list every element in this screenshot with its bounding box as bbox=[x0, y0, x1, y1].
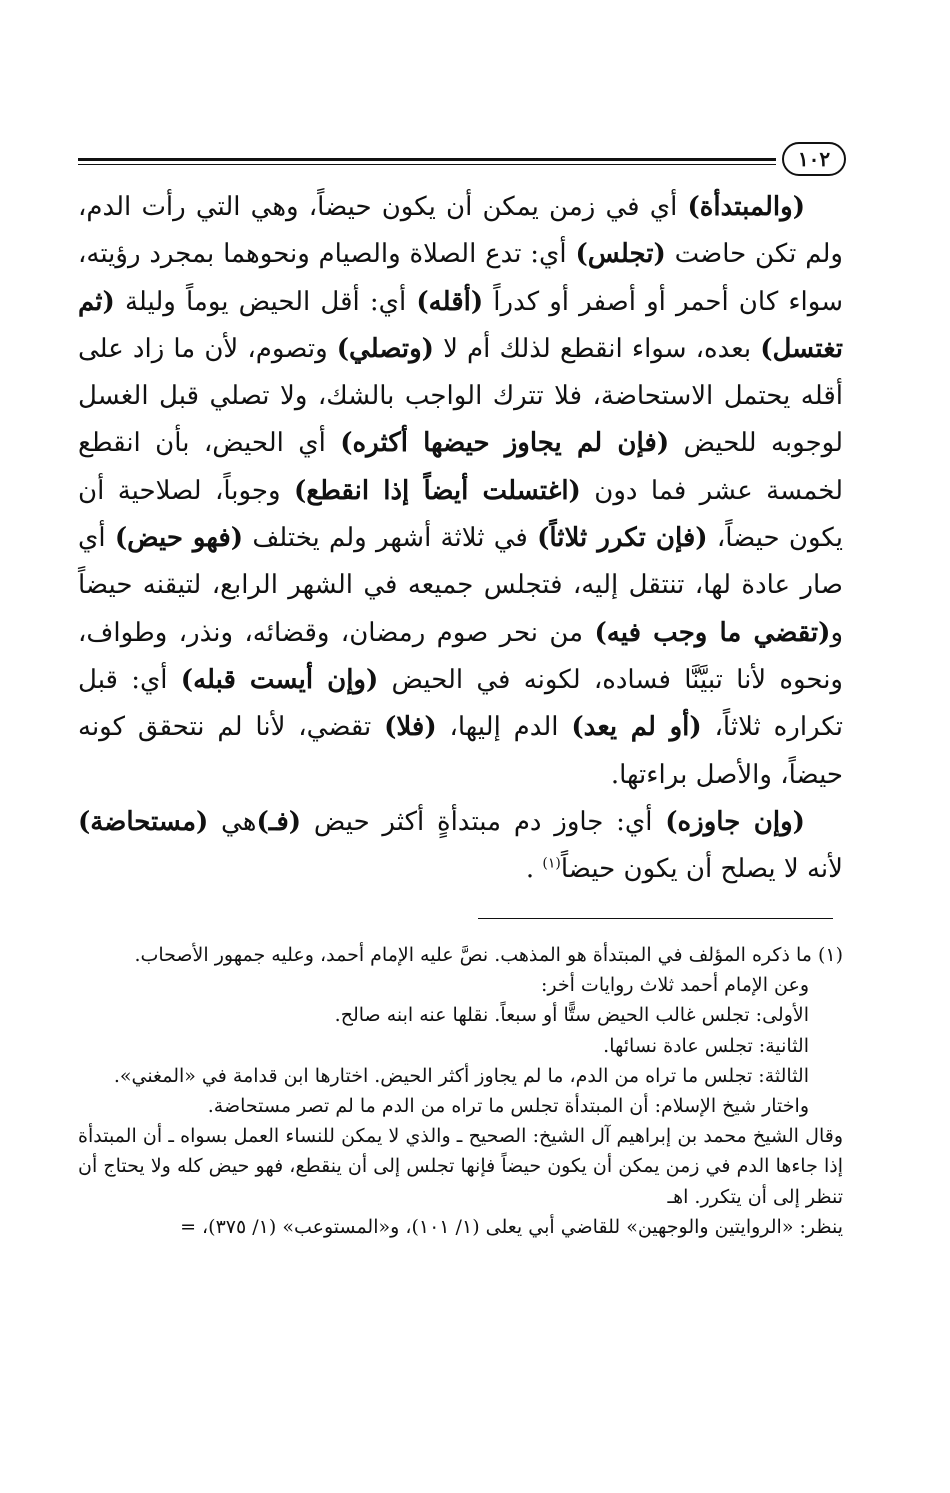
matn-text: (ثم تغتسل) bbox=[78, 286, 843, 364]
sharh-text: بعده، سواء انقطع لذلك أم لا bbox=[433, 333, 761, 364]
matn-text: (وإن جاوزه) bbox=[665, 806, 805, 837]
matn-text: (مستحاضة) bbox=[78, 806, 209, 837]
footnote-line: الثانية: تجلس عادة نسائها. bbox=[603, 1034, 809, 1057]
sharh-text: لأنه لا يصلح أن يكون حيضاً bbox=[560, 854, 843, 885]
sharh-text: هي bbox=[208, 806, 257, 837]
matn-text: (وتصلي) bbox=[336, 333, 434, 364]
footnote-separator bbox=[478, 918, 833, 919]
footnote-line: وقال الشيخ محمد بن إبراهيم آل الشيخ: الصحيح ـ والذي لا يمكن للنساء العمل بسواه ـ أن المبتدأة إذا جاءها الدم في زمن يمكن أن يكون حيضاً فإنها تجلس إلى أن ينقطع، فهو حيض كله ولا يحتاج أن تنظر إلى أن يتكرر. اهـ bbox=[78, 1125, 843, 1208]
page-number: ١٠٢ bbox=[782, 142, 846, 176]
sharh-text: وجوباً، لصلاحية أن يكون حيضاً، bbox=[78, 475, 843, 554]
matn-text: (تقضي ما وجب فيه) bbox=[594, 617, 831, 648]
matn-text: (فإن تكرر ثلاثاً) bbox=[537, 523, 708, 554]
footnote-line: الثالثة: تجلس ما تراه من الدم، ما لم يجاوز أكثر الحيض. اختارها ابن قدامة في «المغني». bbox=[113, 1064, 809, 1087]
paragraph bbox=[78, 799, 843, 894]
sharh-text: أي: قبل تكراره ثلاثاً، bbox=[78, 664, 843, 743]
footnotes bbox=[78, 940, 843, 1242]
matn-text: (أو لم يعد) bbox=[571, 712, 702, 743]
matn-text: (فلا) bbox=[384, 712, 437, 743]
header-rule-thick bbox=[78, 158, 776, 161]
sharh-text: . bbox=[525, 854, 543, 885]
sharh-text: أي: جاوز دم مبتدأةٍ أكثر حيض bbox=[301, 806, 666, 837]
sharh-text: من نحر صوم رمضان، وقضائه، ونذر، وطواف، ونحوه لأنا تبيَّنَّا فساده، لكونه في الحيض bbox=[78, 617, 843, 695]
sharh-text: أي: تدع الصلاة والصيام ونحوهما بمجرد رؤيته، سواء كان أحمر أو أصفر أو كدراً bbox=[78, 239, 843, 317]
header-rule-thin bbox=[78, 164, 776, 165]
page-header bbox=[78, 142, 846, 182]
paragraph bbox=[78, 184, 843, 799]
sharh-text: تقضي، لأنا لم نتحقق كونه حيضاً، والأصل براءتها. bbox=[78, 712, 843, 790]
matn-text: (فـ) bbox=[256, 806, 302, 837]
footnote-line: وعن الإمام أحمد ثلاث روايات أخر: bbox=[540, 974, 809, 997]
sharh-text: أي: أقل الحيض يوماً وليلة bbox=[114, 286, 417, 317]
sharh-text: في ثلاثة أشهر ولم يختلف bbox=[243, 523, 538, 554]
sharh-text: وتصوم، لأن ما زاد على أقله يحتمل الاستحاضة، فلا تترك الواجب بالشك، ولا تصلي قبل الغسل لوجوبه للحيض bbox=[78, 333, 843, 459]
sharh-text: أي صار عادة لها، تنتقل إليه، فتجلس جميعه في الشهر الرابع، لتيقنه حيضاً و bbox=[78, 523, 843, 648]
matn-text: (أقله) bbox=[416, 286, 484, 317]
matn-text: (اغتسلت أيضاً إذا انقطع) bbox=[293, 475, 581, 506]
matn-text: (والمبتدأة) bbox=[687, 192, 805, 222]
sharh-text: الدم إليها، bbox=[436, 712, 572, 743]
main-text bbox=[78, 184, 843, 893]
footnote-reference[interactable]: (١) bbox=[542, 855, 561, 872]
sharh-text: أي في زمن يمكن أن يكون حيضاً، وهي التي رأت الدم، ولم تكن حاضت bbox=[78, 192, 843, 270]
footnote-line: واختار شيخ الإسلام: أن المبتدأة تجلس ما تراه من الدم ما لم تصر مستحاضة. bbox=[207, 1095, 809, 1118]
matn-text: (فإن لم يجاوز حيضها أكثره) bbox=[340, 428, 670, 459]
matn-text: (فهو حيض) bbox=[114, 523, 244, 554]
footnote-line: الأولى: تجلس غالب الحيض ستًّا أو سبعاً. نقلها عنه ابنه صالح. bbox=[334, 1004, 809, 1027]
sharh-text: أي الحيض، بأن انقطع لخمسة عشر فما دون bbox=[78, 428, 844, 506]
matn-text: (وإن أيست قبله) bbox=[180, 664, 379, 695]
footnote-line: (١) ما ذكره المؤلف في المبتدأة هو المذهب. نصَّ عليه الإمام أحمد، وعليه جمهور الأصحاب. bbox=[134, 944, 843, 966]
footnote-line: ينظر: «الروايتين والوجهين» للقاضي أبي يعلى (١/ ١٠١)، و«المستوعب» (١/ ٣٧٥)، = bbox=[180, 1215, 843, 1238]
matn-text: (تجلس) bbox=[575, 239, 666, 270]
